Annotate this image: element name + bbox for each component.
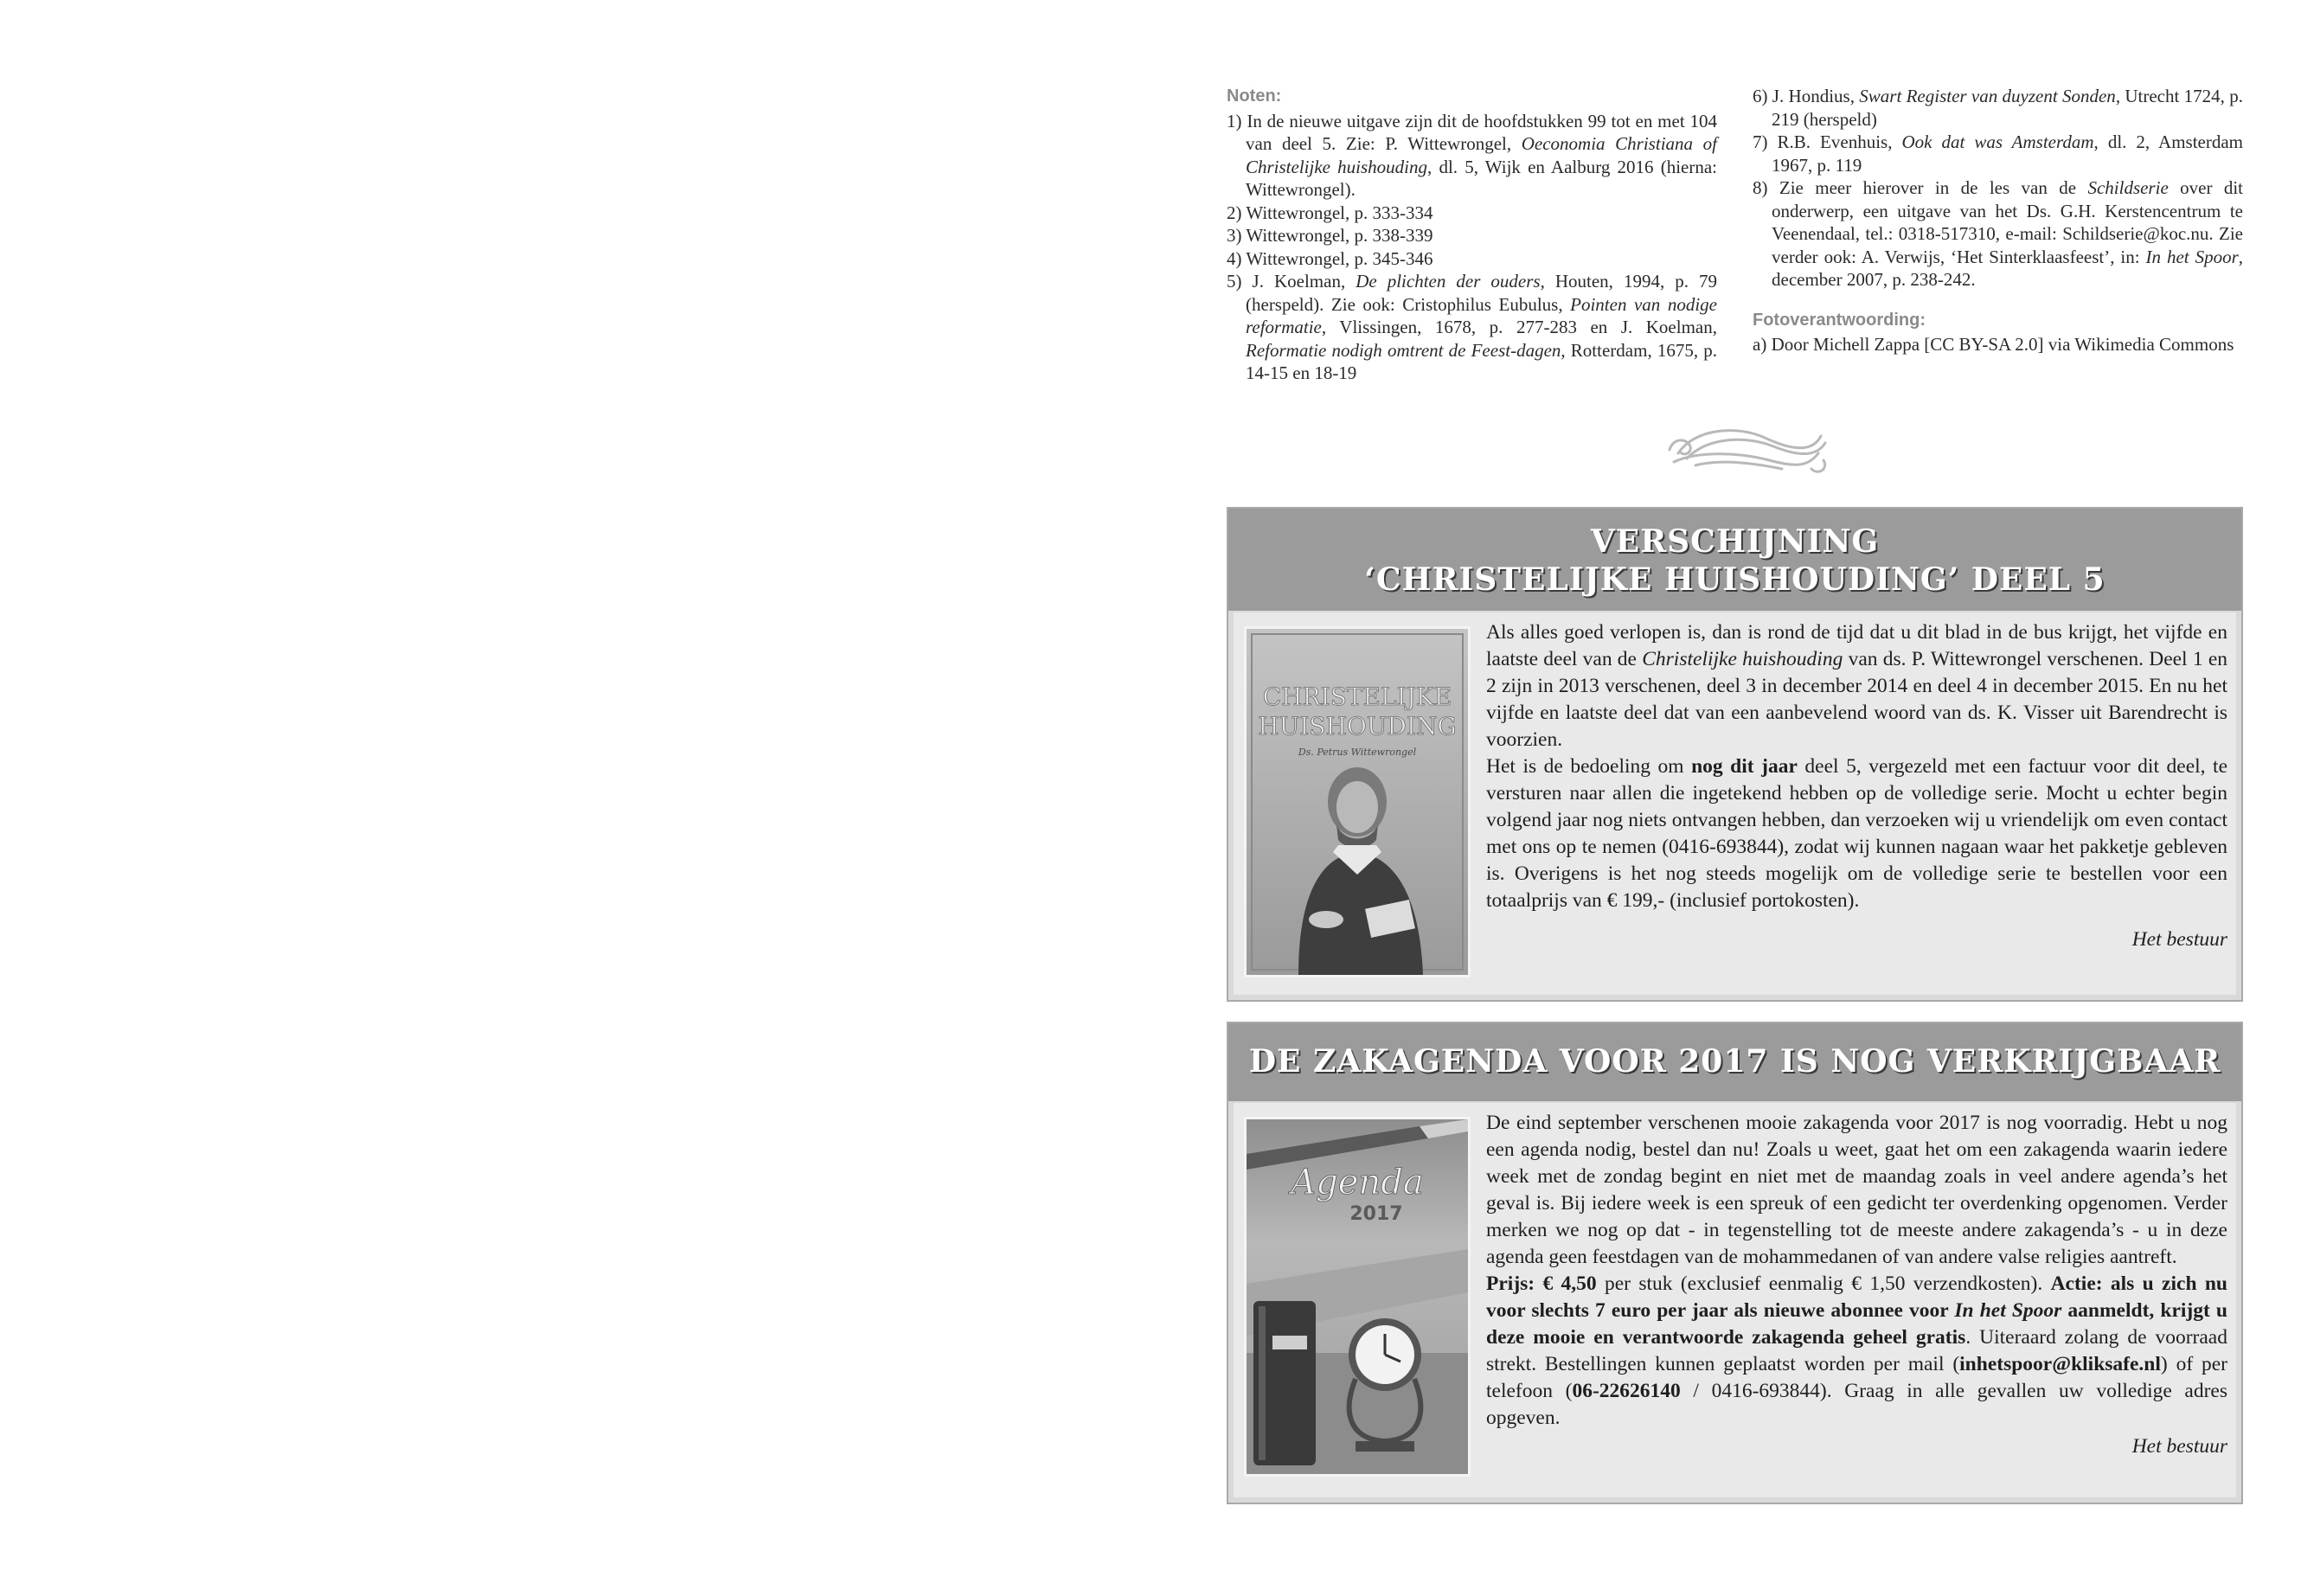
notes-heading: Noten:: [1227, 87, 1282, 106]
note-3: 3) Wittewrongel, p. 338-339: [1227, 225, 1433, 246]
announcement-box-zakagenda: [1227, 1022, 2243, 1504]
notes-right-column: [1753, 85, 2243, 356]
book-cover-image: [1244, 626, 1471, 977]
box2-body: [1486, 1110, 2227, 1460]
box2-paragraph-2: Prijs: € 4,50 per stuk (exclusief eenmalig € 1,50 verzendkosten). Actie: als u zich nu voor slechts 7 euro per jaar als nieuwe abonnee voor In het Spoor aanmeldt, krijgt u deze mooie en verantwoorde zakagenda geheel gratis. Uiteraard zolang de voorraad strekt. Bestellingen kunnen geplaatst worden per mail (inhetspoor@kliksafe.nl) of per telefoon (06-22626140 / 0416-693844). Graag in alle gevallen uw volledige adres opgeven.: [1486, 1272, 2227, 1429]
note-5: 5) J. Koelman, De plichten der ouders, Houten, 1994, p. 79 (herspeld). Zie ook: Cristophilus Eubulus, Pointen van nodige reformatie, Vlissingen, 1678, p. 277-283 en J. Koelman, Reformatie nodigh omtrent de Feest-dagen, Rotterdam, 1675, p. 14-15 en 18-19: [1227, 271, 1718, 383]
box1-signature: Het bestuur: [2131, 928, 2227, 951]
order-email: inhetspoor@kliksafe.nl: [1959, 1353, 2161, 1375]
cover-author: Ds. Petrus Wittewrongel: [1298, 747, 1417, 758]
photo-credits-heading: Fotoverantwoording:: [1753, 310, 1926, 330]
actie-offer: Actie: als u zich nu voor slechts 7 euro per jaar als nieuwe abonnee voor In het Spoor aanmeldt, krijgt u deze mooie en verantwoorde zakagenda geheel gratis: [1486, 1272, 2227, 1349]
box2-title: DE ZAKAGENDA VOOR 2017 IS NOG VERKRIJGBAAR: [1228, 1023, 2241, 1101]
cover-title-1: CHRISTELIJKE: [1262, 683, 1452, 711]
agenda-cover-title: Agenda: [1291, 1163, 1424, 1202]
price-label: Prijs: € 4,50: [1486, 1272, 1597, 1295]
box2-paragraph-1: De eind september verschenen mooie zakagenda voor 2017 is nog voorradig. Hebt u nog een agenda nodig, bestel dan nu! Zoals u weet, gaat het om een zakagenda waarin iedere week met de zondag begint en niet met de maandag zoals in veel andere agenda’s het geval is. Bij iedere week is een spreuk of een gedicht ter overdenking opgenomen. Verder merken we nog op dat - in tegenstelling tot de meeste andere zakagenda’s - u in deze agenda geen feestdagen van de mohammedanen of van andere valse religies aantreft.: [1486, 1112, 2227, 1268]
cover-title-2: HUISHOUDING: [1258, 712, 1457, 740]
notes-left-column: [1227, 85, 1717, 385]
order-phone: 06-22626140: [1572, 1380, 1681, 1402]
note-6: 6) J. Hondius, Swart Register van duyzent Sonden, Utrecht 1724, p. 219 (herspeld): [1753, 86, 2243, 130]
photo-credit-a: a) Door Michell Zappa [CC BY-SA 2.0] via Wikimedia Commons: [1753, 334, 2234, 355]
box1-paragraph-2: Het is de bedoeling om nog dit jaar deel 5, vergezeld met een factuur voor dit deel, te versturen naar allen die ingetekend hebben op de volledige serie. Mocht u echter begin volgend jaar nog niets ontvangen hebben, dan verzoeken wij u vriendelijk om even contact met ons op te nemen (0416-693844), zodat wij kunnen nagaan waar het pakketje gebleven is. Overigens is het nog steeds mogelijk om de volledige serie te bestellen voor een totaalprijs van € 199,- (inclusief portokosten).: [1486, 755, 2228, 912]
box1-content: [1234, 612, 2236, 995]
note-7: 7) R.B. Evenhuis, Ook dat was Amsterdam, dl. 2, Amsterdam 1967, p. 119: [1753, 131, 2244, 176]
box1-paragraph-1: Als alles goed verlopen is, dan is rond de tijd dat u dit blad in de bus krijgt, het vijfde en laatste deel van de Christelijke huishouding van ds. P. Wittewrongel verschenen. Deel 1 en 2 zijn in 2013 verschenen, deel 3 in december 2014 en deel 4 in december 2015. En nu het vijfde en laatste deel dat van een aanbevelend woord van ds. K. Visser uit Barendrecht is voorzien.: [1486, 621, 2227, 751]
agenda-cover-illustration: [1247, 1119, 1468, 1474]
announcement-box-christelijke-huishouding: [1227, 507, 2243, 1002]
ornament-flourish-icon: [1661, 419, 1834, 481]
note-2: 2) Wittewrongel, p. 333-334: [1227, 202, 1433, 223]
agenda-cover-year: 2017: [1349, 1203, 1403, 1225]
note-4: 4) Wittewrongel, p. 345-346: [1227, 247, 1433, 269]
note-8: 8) Zie meer hierover in de les van de Schildserie over dit onderwerp, een uitgave van het Ds. G.H. Kerstencentrum te Veenendaal, tel.: 0318-517310, e-mail: Schildserie@koc.nu. Zie verder ook: A. Verwijs, ‘Het Sinterklaasfeest’, in: In het Spoor, december 2007, p. 238-242.: [1753, 177, 2244, 290]
box1-body: [1486, 619, 2227, 953]
note-1: 1) In de nieuwe uitgave zijn dit de hoofdstukken 99 tot en met 104 van deel 5. Zie: P. Wittewrongel, Oeconomia Christiana of Christelijke huishouding, dl. 5, Wijk en Aalburg 2016 (hierna: Wittewrongel).: [1227, 110, 1718, 200]
book-cover-illustration: [1247, 629, 1468, 975]
box1-title: VERSCHIJNING ‘CHRISTELIJKE HUISHOUDING’ DEEL 5: [1228, 509, 2241, 611]
agenda-cover-image: [1244, 1117, 1471, 1477]
box2-content: [1234, 1103, 2236, 1497]
box2-signature: Het bestuur: [2131, 1435, 2227, 1458]
